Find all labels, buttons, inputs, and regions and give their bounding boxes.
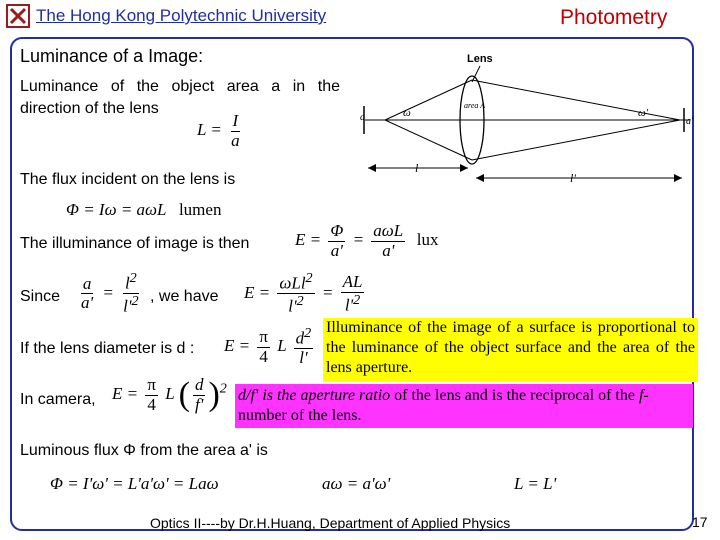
page-number: 17 bbox=[692, 514, 708, 530]
diameter-text: If the lens diameter is d : bbox=[20, 340, 195, 357]
we-have-text: , we have bbox=[150, 288, 219, 305]
pink-part3: -number of the lens. bbox=[238, 387, 649, 424]
lens-label: Lens bbox=[467, 53, 493, 65]
section-title: Luminance of a Image: bbox=[20, 46, 204, 66]
area-omega-equation: aω = a'ω' bbox=[322, 474, 391, 493]
image-a-label: a' bbox=[686, 116, 694, 127]
l-label: l bbox=[415, 161, 419, 175]
l-prime-label: l' bbox=[570, 171, 576, 185]
illuminance-note: Illuminance of the image of a surface is proportional to the luminance of the object surface and the area of the lens aperture. bbox=[323, 318, 698, 382]
pink-italic: aperture ratio bbox=[300, 387, 391, 404]
footer-text: Optics II----by Dr.H.Huang, Department of Applied Physics bbox=[150, 515, 511, 531]
ratio-equation: $\frac{a}{a'}$ = $\frac{l^2}{l'^2}$ bbox=[81, 270, 139, 316]
camera-text: In camera, bbox=[20, 391, 96, 408]
university-logo-icon bbox=[6, 4, 30, 28]
luminance-equality: L = L' bbox=[514, 474, 557, 493]
luminous-flux-equation: Φ = I'ω' = L'a'ω' = Laω bbox=[50, 474, 219, 493]
illuminance-text: The illuminance of image is then bbox=[20, 235, 250, 252]
we-have-equation: E = $\frac{\omega Ll^2}{l'^2}$ = $\frac{AL}{l'^2}$ bbox=[244, 270, 363, 316]
object-a-label: a bbox=[360, 112, 365, 123]
omega-label: ω bbox=[403, 107, 411, 119]
lens-diagram bbox=[360, 46, 694, 186]
aperture-ratio-note bbox=[235, 384, 693, 428]
omega-prime-label: ω' bbox=[638, 107, 649, 119]
since-text: Since bbox=[20, 288, 61, 305]
pink-italic2: f bbox=[638, 387, 644, 404]
flux-incident-text: The flux incident on the lens is bbox=[20, 171, 236, 188]
flux-equation: Φ = Iω = aωL lumen bbox=[66, 200, 222, 219]
luminous-flux-text: Luminous flux Φ from the area a' is bbox=[20, 442, 268, 459]
intro-text: Luminance of the object area a in the direction of the lens bbox=[20, 78, 340, 117]
pink-part2: of the lens and is the reciprocal of the bbox=[390, 387, 639, 404]
illuminance-equation: E = $\frac{\Phi}{a'}$ = $\frac{\text{aωL}}{a'}$ lux bbox=[295, 221, 439, 260]
pink-part1: d/f' is the bbox=[238, 387, 301, 404]
luminance-equation: L = $\frac{I}{a}$ bbox=[197, 111, 240, 150]
camera-equation: E = $\frac{\pi}{4}$ L ( $\frac{d}{f'}$ )$^2$ bbox=[112, 375, 227, 414]
diameter-equation: E = $\frac{\pi}{4}$ L $\frac{d^2}{l'}$ bbox=[224, 325, 312, 368]
university-name: The Hong Kong Polytechnic University bbox=[36, 6, 327, 25]
slide-title: Photometry bbox=[560, 6, 668, 29]
area-label: area A bbox=[464, 101, 486, 110]
